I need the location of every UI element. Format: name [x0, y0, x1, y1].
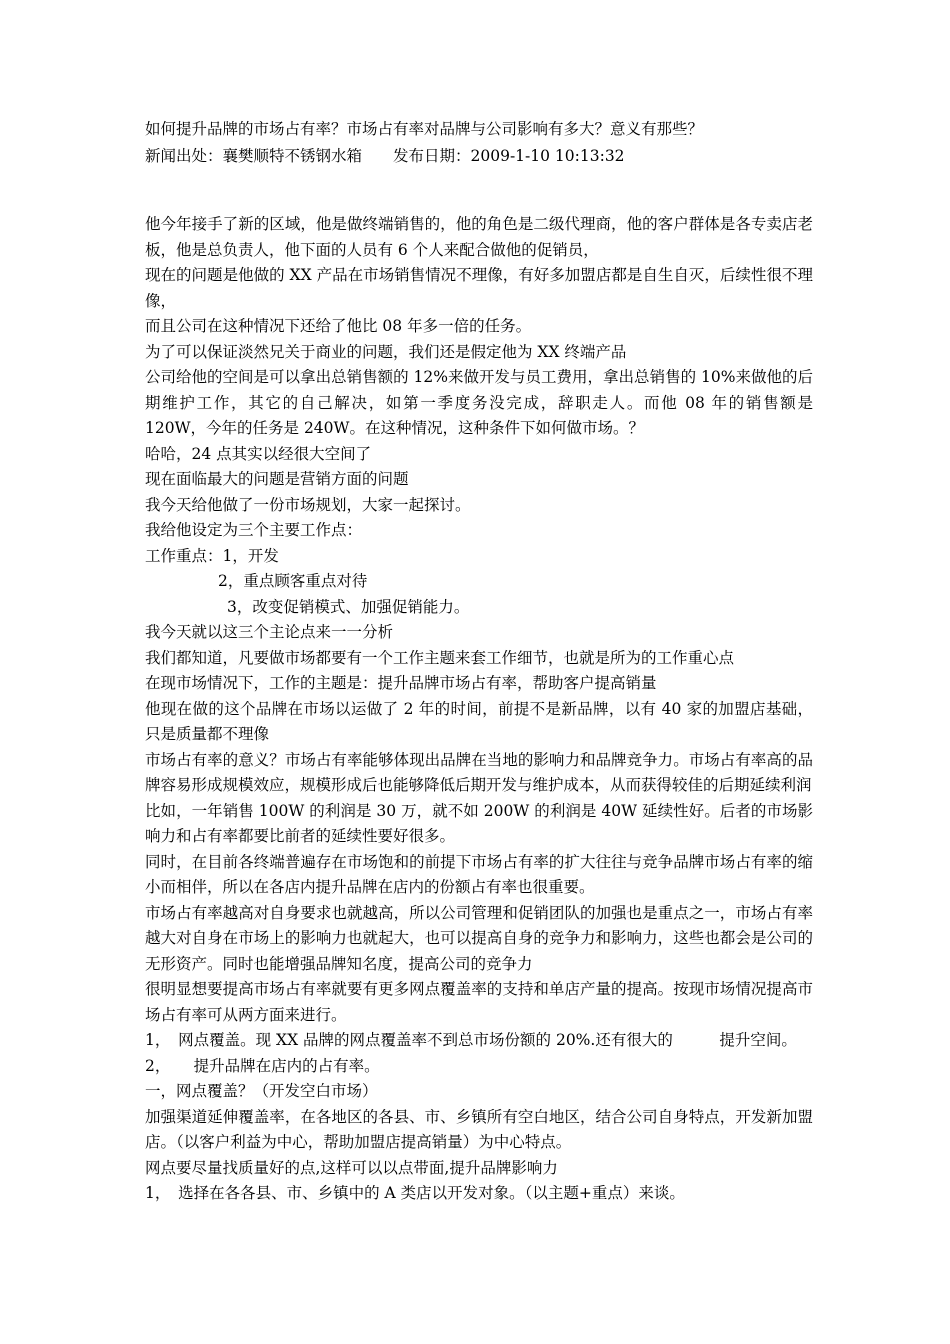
paragraph: 我今天给他做了一份市场规划，大家一起探讨。: [145, 495, 471, 514]
paragraph: 网点要尽量找质量好的点,这样可以以点带面,提升品牌影响力: [145, 1158, 558, 1177]
paragraph: 现在的问题是他做的 XX 产品在市场销售情况不理像，有好多加盟店都是自生自灭，后续性很不理像，: [145, 266, 813, 310]
paragraph: 我给他设定为三个主要工作点：: [145, 521, 363, 539]
paragraph: 比如，一年销售 100W 的利润是 30 万，就不如 200W 的利润是 40W 延续性好。后者的市场影响力和占有率都要比前者的延续性要好很多。: [145, 801, 813, 845]
list-item: 1， 选择在各各县、市、乡镇中的 A 类店以开发对象。（以主题+重点）来谈。: [145, 1184, 685, 1202]
paragraph: 公司给他的空间是可以拿出总销售额的 12%来做开发与员工费用，拿出总销售的 10%来做他的后期维护工作，其它的自己解决，如第一季度务没完成，辞职走人。而他 08 年的销售额是 120W，今年的任务是 240W。在这种情况，这种条件下如何做市场。？: [145, 368, 813, 437]
paragraph: 加强渠道延伸覆盖率，在各地区的各县、市、乡镇所有空白地区，结合公司自身特点，开发新加盟店。（以客户利益为中心，帮助加盟店提高销量）为中心特点。: [145, 1107, 813, 1151]
paragraph: 市场占有率的意义？市场占有率能够体现出品牌在当地的影响力和品牌竞争力。市场占有率高的品牌容易形成规模效应，规模形成后也能够降低后期开发与维护成本，从而获得较佳的后期延续利润: [145, 750, 813, 794]
paragraph: 同时，在目前各终端普遍存在市场饱和的前提下市场占有率的扩大往往与竞争品牌市场占有率的缩小而相伴，所以在各店内提升品牌在店内的份额占有率也很重要。: [145, 852, 813, 896]
list-item: 3，改变促销模式、加强促销能力。: [227, 597, 470, 616]
paragraph: 而且公司在这种情况下还给了他比 08 年多一倍的任务。: [145, 317, 532, 335]
paragraph: 他现在做的这个品牌在市场以运做了 2 年的时间，前提不是新品牌，以有 40 家的加盟店基础，只是质量都不理像: [145, 699, 813, 743]
paragraph: 我今天就以这三个主论点来一一分析: [145, 623, 394, 641]
list-item: 1， 网点覆盖。现 XX 品牌的网点覆盖率不到总市场份额的 20%.还有很大的 提升空间。: [145, 1031, 797, 1049]
section-heading: 一，网点覆盖？（开发空白市场）: [145, 1082, 378, 1100]
list-item: 2， 提升品牌在店内的占有率。: [145, 1056, 380, 1075]
article-source-line: 新闻出处：襄樊顺特不锈钢水箱 发布日期：2009-1-10 10:13:32: [145, 147, 625, 165]
article-header: [145, 116, 845, 170]
paragraph: 在现市场情况下，工作的主题是：提升品牌市场占有率，帮助客户提高销量: [145, 674, 657, 692]
paragraph: 我们都知道，凡要做市场都要有一个工作主题来套工作细节，也就是所为的工作重心点: [145, 648, 735, 667]
paragraph: 现在面临最大的问题是营销方面的问题: [145, 470, 409, 488]
paragraph: 市场占有率越高对自身要求也就越高，所以公司管理和促销团队的加强也是重点之一，市场占有率越大对自身在市场上的影响力也就起大，也可以提高自身的竞争力和影响力，这些也都会是公司的无形资产。同时也能增强品牌知名度，提高公司的竞争力: [145, 903, 813, 973]
paragraph: 哈哈，24 点其实以经很大空间了: [145, 444, 372, 463]
paragraph: 为了可以保证淡然兄关于商业的问题，我们还是假定他为 XX 终端产品: [145, 342, 627, 361]
list-item: 2，重点顾客重点对待: [218, 572, 368, 590]
paragraph: 很明显想要提高市场占有率就要有更多网点覆盖率的支持和单店产量的提高。按现市场情况提高市场占有率可从两方面来进行。: [145, 980, 813, 1024]
article-title: 如何提升品牌的市场占有率？市场占有率对品牌与公司影响有多大？意义有那些？: [145, 120, 704, 138]
article-body: [145, 212, 813, 1207]
paragraph: 他今年接手了新的区域，他是做终端销售的，他的角色是二级代理商，他的客户群体是各专卖店老板，他是总负责人，他下面的人员有 6 个人来配合做他的促销员，: [145, 215, 813, 259]
list-item: 工作重点：1，开发: [145, 546, 279, 565]
